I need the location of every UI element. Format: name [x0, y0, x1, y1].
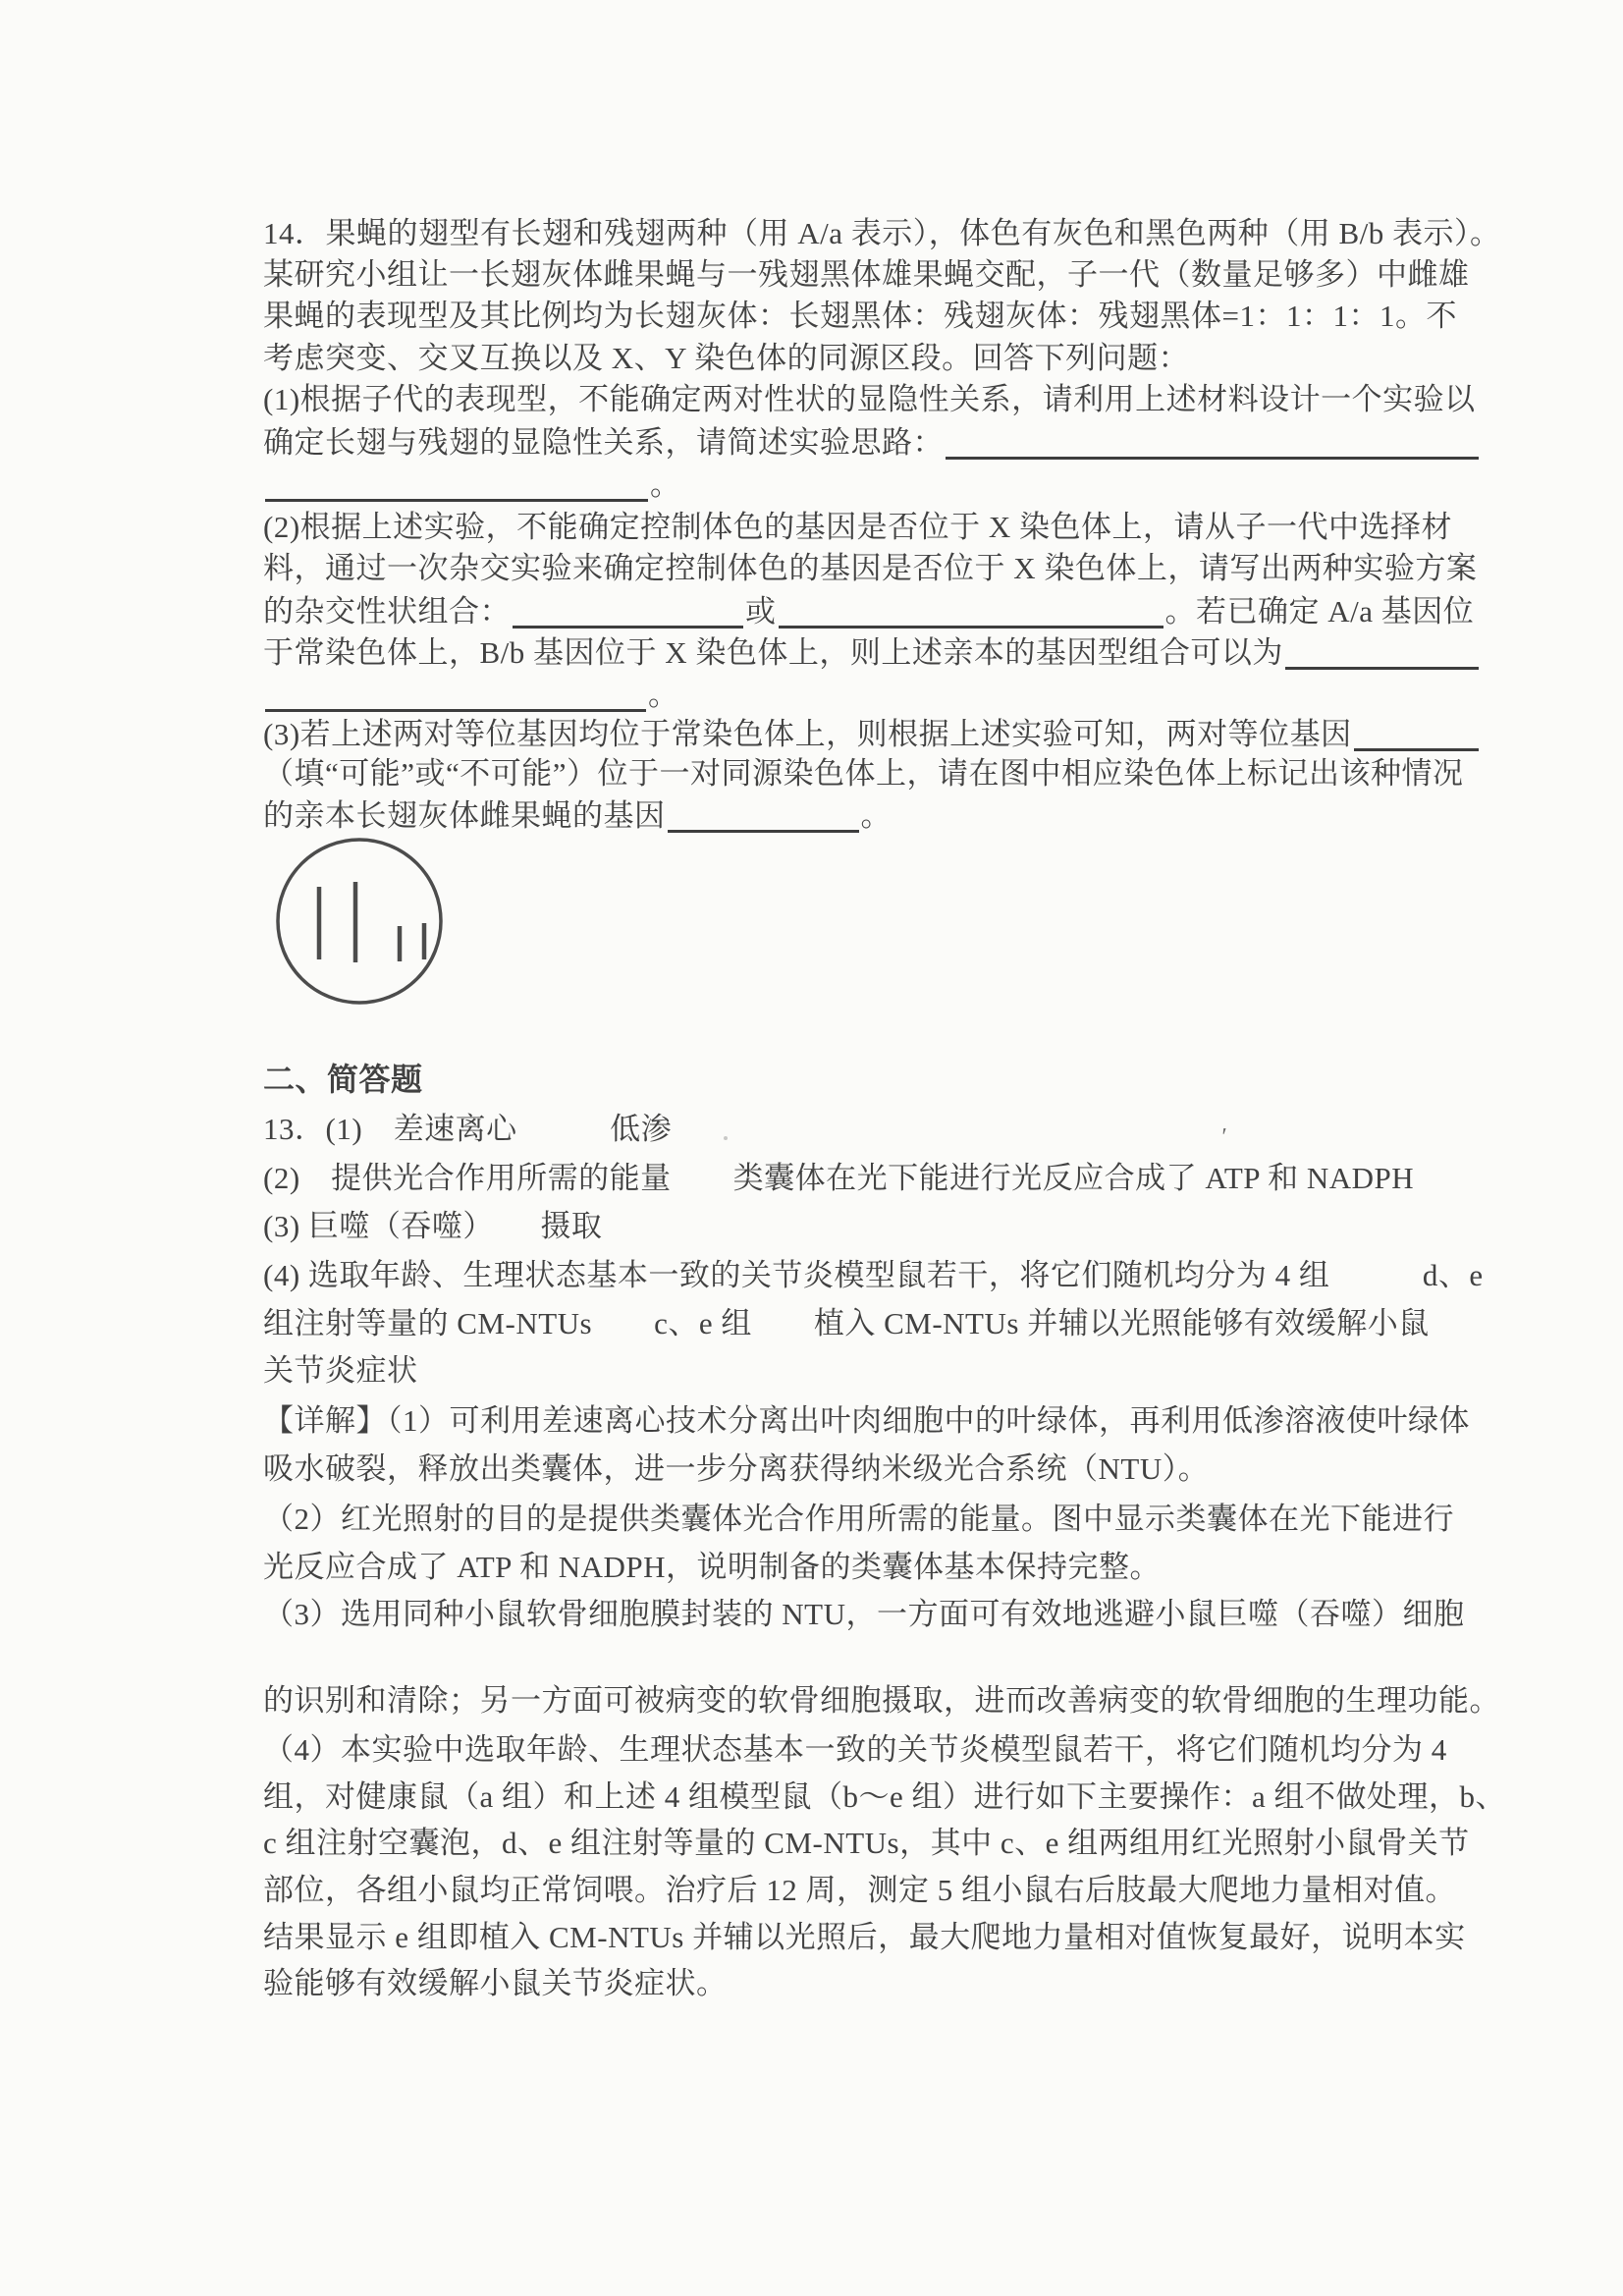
answer-blank-1-continued [265, 493, 648, 502]
detail-line-6: 的识别和清除；另一方面可被病变的软骨细胞摄取，进而改善病变的软骨细胞的生理功能。 [263, 1683, 1500, 1718]
answer-blank-6 [668, 824, 859, 833]
q14-line-11-text: 于常染色体上，B/b 基因位于 X 染色体上，则上述亲本的基因型组合可以为 [263, 635, 1283, 670]
q14-line-10-or: 或 [745, 594, 777, 629]
detail-line-7: （4）本实验中选取年龄、生理状态基本一致的关节炎模型鼠若干，将它们随机均分为 4 [263, 1732, 1447, 1767]
q14-line-13-text: (3)若上述两对等位基因均位于常染色体上，则根据上述实验可知，两对等位基因 [263, 717, 1352, 751]
ans13-line-3: (3) 巨噬（吞噬） 摄取 [263, 1209, 603, 1243]
q14-line-9: 料，通过一次杂交实验来确定控制体色的基因是否位于 X 染色体上，请写出两种实验方案 [263, 551, 1478, 585]
q14-line-10-tail: 。若已确定 A/a 基因位 [1164, 594, 1475, 629]
q14-line-6-text: 确定长翅与残翅的显隐性关系，请简述实验思路： [263, 425, 944, 460]
ans13-line-5: 组注射等量的 CM-NTUs c、e 组 植入 CM-NTUs 并辅以光照能够有效缓解小鼠 [263, 1306, 1430, 1340]
detail-line-8: 组，对健康鼠（a 组）和上述 4 组模型鼠（b～e 组）进行如下主要操作：a 组不做处理，b、 [263, 1779, 1507, 1814]
q14-line-1: 14．果蝇的翅型有长翅和残翅两种（用 A/a 表示），体色有灰色和黑色两种（用 B/b 表示）。 [263, 216, 1501, 250]
q14-line-2: 某研究小组让一长翅灰体雌果蝇与一残翅黑体雄果蝇交配，子一代（数量足够多）中雌雄 [263, 257, 1470, 292]
answer-blank-4-continued [265, 703, 646, 712]
detail-line-4: 光反应合成了 ATP 和 NADPH，说明制备的类囊体基本保持完整。 [263, 1550, 1162, 1584]
answer-blank-4 [1285, 661, 1479, 670]
detail-line-2: 吸水破裂，释放出类囊体，进一步分离获得纳米级光合系统（NTU）。 [263, 1451, 1210, 1486]
detail-line-9: c 组注射空囊泡，d、e 组注射等量的 CM-NTUs，其中 c、e 组两组用红光照射小鼠骨关节 [263, 1826, 1470, 1860]
q14-line-13 [263, 712, 1481, 755]
q14-line-14: （填“可能”或“不可能”）位于一对同源染色体上，请在图中相应染色体上标记出该种情况 [263, 756, 1464, 791]
q14-line-15-text: 的亲本长翅灰体雌果蝇的基因 [263, 798, 666, 833]
q14-line-6 [263, 420, 1481, 464]
detail-line-3: （2）红光照射的目的是提供类囊体光合作用所需的能量。图中显示类囊体在光下能进行 [263, 1502, 1454, 1536]
ans13-line-6: 关节炎症状 [263, 1353, 418, 1388]
answer-blank-5 [1354, 742, 1479, 751]
detail-line-11: 结果显示 e 组即植入 CM-NTUs 并辅以光照后，最大爬地力量相对值恢复最好，说明本实 [263, 1920, 1466, 1954]
section-2-heading: 二、简答题 [263, 1062, 423, 1097]
detail-line-1: 【详解】（1）可利用差速离心技术分离出叶肉细胞中的叶绿体，再利用低渗溶液使叶绿体 [263, 1403, 1470, 1438]
q14-line-15-period: 。 [860, 798, 892, 833]
q14-line-15 [263, 793, 1147, 837]
q14-line-8: (2)根据上述实验，不能确定控制体色的基因是否位于 X 染色体上，请从子一代中选择材 [263, 510, 1453, 544]
scan-tick-mark: ′ [1220, 1124, 1226, 1150]
q14-line-10 [263, 589, 1481, 632]
q14-line-11 [263, 630, 1481, 674]
detail-line-5: （3）选用同种小鼠软骨细胞膜封装的 NTU，一方面可有效地逃避小鼠巨噬（吞噬）细胞 [263, 1597, 1465, 1631]
q14-line-5: (1)根据子代的表现型，不能确定两对性状的显隐性关系，请利用上述材料设计一个实验以 [263, 382, 1476, 416]
detail-line-10: 部位，各组小鼠均正常饲喂。治疗后 12 周，测定 5 组小鼠右后肢最大爬地力量相对值。 [263, 1873, 1456, 1907]
q14-line-7-period: 。 [650, 467, 681, 502]
cell-outline-icon [275, 837, 444, 1006]
q14-line-3: 果蝇的表现型及其比例均为长翅灰体：长翅黑体：残翅灰体：残翅黑体=1：1：1：1。不 [263, 299, 1457, 333]
detail-line-12: 验能够有效缓解小鼠关节炎症状。 [263, 1966, 728, 2000]
answer-blank-2 [513, 620, 743, 629]
ans13-line-2: (2) 提供光合作用所需的能量 类囊体在光下能进行光反应合成了 ATP 和 NADPH [263, 1161, 1415, 1195]
q14-line-12-period: 。 [648, 678, 679, 712]
q14-line-10-text: 的杂交性状组合： [263, 594, 511, 629]
q14-line-12 [263, 673, 1481, 716]
ans13-line-1: 13．(1) 差速离心 低渗 [263, 1112, 673, 1146]
answer-blank-1 [946, 451, 1479, 460]
q14-line-4: 考虑突变、交叉互换以及 X、Y 染色体的同源区段。回答下列问题： [263, 341, 1190, 375]
cell-chromosome-diagram [275, 837, 444, 1006]
answer-blank-3 [779, 620, 1163, 629]
ans13-line-4: (4) 选取年龄、生理状态基本一致的关节炎模型鼠若干，将它们随机均分为 4 组 d、e [263, 1258, 1484, 1292]
scan-dot-mark [724, 1136, 728, 1140]
q14-line-7 [263, 463, 1481, 506]
